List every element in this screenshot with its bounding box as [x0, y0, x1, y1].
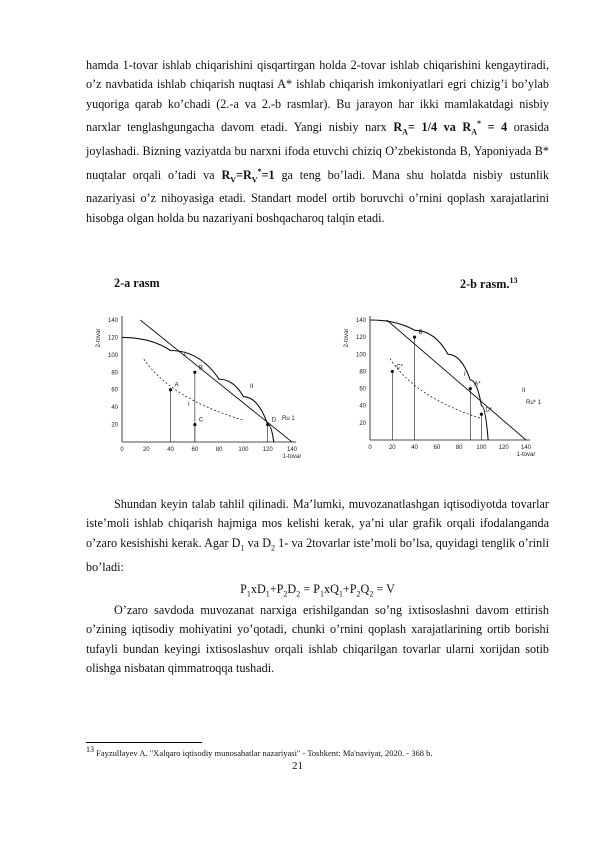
y-tick-label: 60 [111, 387, 118, 394]
y-axis-label: 2-tovar [344, 328, 350, 348]
point-label: A [174, 382, 179, 389]
y-tick-label: 80 [359, 369, 366, 376]
y-tick-label: 40 [359, 403, 366, 410]
y-tick-label: 100 [355, 352, 366, 359]
y-tick-label: 20 [359, 420, 366, 427]
x-tick-label: 80 [215, 447, 223, 453]
price-line [140, 320, 292, 442]
y-tick-label: 80 [111, 370, 118, 377]
x-tick-label: 120 [498, 445, 509, 451]
curve-annotation: II [250, 384, 254, 390]
footnote: $^{13}$ Fayzullayev A. "Xalqaro iqtisodiy munosabatlar nazariyasi" - Toshkent: Ma'naviyat, 2020. - 368 b. [86, 745, 433, 758]
y-axis-label: 2-tovar [96, 328, 102, 348]
x-tick-label: 80 [455, 445, 463, 451]
footnote-rule [86, 742, 202, 743]
paragraph-intro: hamda 1-tovar ishlab chiqarishini qisqartirgan holda 2-tovar ishlab chiqarishini kengaytiradi, o’z navbatida ishlab chiqarish nuqtasi A* ishlab chiqarish imkoniyatlari egri chizig’i bo’ylab yuqoriga qarab ko’chadi (2.-a va 2.-b rasmlar). Bu jarayon har ikki mamlakatdagi nisbiy narxlar tenglashgungacha davom etadi. Yangi nisbiy narx $R_A= 1/4$ va $R_A^* = 4$ orasida joylashadi. Bizning vaziyatda bu narxni ifoda etuvchi chiziq O’zbekistonda B, Yaponiyada B* nuqtalar orqali o’tadi va $R_V=R_V^*=1$ ga teng bo’ladi. Mana shu holatda nisbiy ustunlik nazariyasi o’z nihoyasiga etadi. Standart model ortib boruvchi o’rnini qoplash xarajatlarini hisobga olgan holda bu nazariyani boshqacharoq talqin etadi. [86, 58, 549, 225]
indifference-curve [144, 359, 244, 420]
point-label: B [418, 330, 423, 337]
curve-annotation: Ru 1 [282, 416, 295, 422]
paragraph-conclusion: O’zaro savdoda muvozanat narxiga erishilgandan so’ng ixtisoslashni davom ettirish o’zining iqtisodiy mohiyatini yo’qotadi, chunki o’rnini qoplash xarajatlarining ortib borishi tufayli bundan keyingi ixtisoslashuv orqali ishlab chiqarilgan tovarlar ularni xorijdan sotib olishga nisbatan qimmatroqqa tushadi. [86, 603, 549, 676]
point-label: B [198, 365, 203, 372]
x-tick-label: 140 [520, 445, 532, 451]
x-axis-label: 1-tovar [516, 452, 536, 458]
x-axis-label: 1-tovar [282, 454, 302, 460]
curve-annotation: II [522, 388, 526, 394]
figure-caption-left: 2-a rasm [114, 276, 160, 290]
indifference-curve [390, 359, 481, 419]
point-label: C* [396, 364, 403, 371]
point-label: C [198, 417, 204, 424]
y-tick-label: 60 [359, 386, 366, 393]
point-label: D* [485, 407, 493, 414]
y-tick-label: 20 [111, 422, 118, 429]
x-tick-label: 120 [262, 447, 273, 453]
curve-annotation: I [464, 372, 466, 378]
price-line [387, 320, 526, 440]
x-tick-label: 100 [238, 447, 249, 453]
y-tick-label: 120 [355, 335, 366, 342]
y-tick-label: 140 [355, 318, 366, 324]
x-tick-label: 60 [433, 445, 441, 451]
figure-caption-right: 2-b rasm.$^{13}$ [460, 276, 518, 292]
curve-annotation: I [184, 352, 186, 358]
x-tick-label: 0 [368, 445, 372, 451]
curve-annotation: Ru* 1 [526, 400, 542, 406]
page-number: 21 [292, 760, 303, 772]
y-tick-label: 120 [107, 335, 118, 342]
x-tick-label: 40 [167, 447, 174, 453]
x-tick-label: 20 [142, 447, 150, 453]
y-tick-label: 40 [111, 405, 118, 412]
x-tick-label: 140 [286, 447, 298, 453]
y-tick-label: 100 [107, 352, 118, 359]
figure-2a [92, 300, 324, 482]
x-tick-label: 60 [191, 447, 199, 453]
y-tick-label: 140 [107, 318, 118, 324]
equilibrium-formula: $P_1xD_1+P_2D_2 = P_1xQ_1+P_2Q_2 = V$ [240, 582, 395, 599]
point-label: A* [474, 381, 481, 388]
curve-annotation: I [188, 402, 190, 408]
x-tick-label: 100 [476, 445, 487, 451]
x-tick-label: 40 [411, 445, 418, 451]
point-label: D [271, 417, 277, 424]
x-tick-label: 20 [388, 445, 396, 451]
x-tick-label: 0 [120, 447, 124, 453]
figure-2b [340, 300, 555, 482]
paragraph-demand: Shundan keyin talab tahlil qilinadi. Ma’lumki, muvozanatlashgan iqtisodiyotda tovarlar iste’moli ishlab chiqarish hajmiga mos kelishi kerak, ya’ni ular grafik orqali ifodalanganda o’zaro kesishishi kerak. Agar $D_1$ va $D_2$ 1- va 2tovarlar iste’moli bo’lsa, quyidagi tenglik o’rinli bo’ladi: [86, 497, 549, 574]
